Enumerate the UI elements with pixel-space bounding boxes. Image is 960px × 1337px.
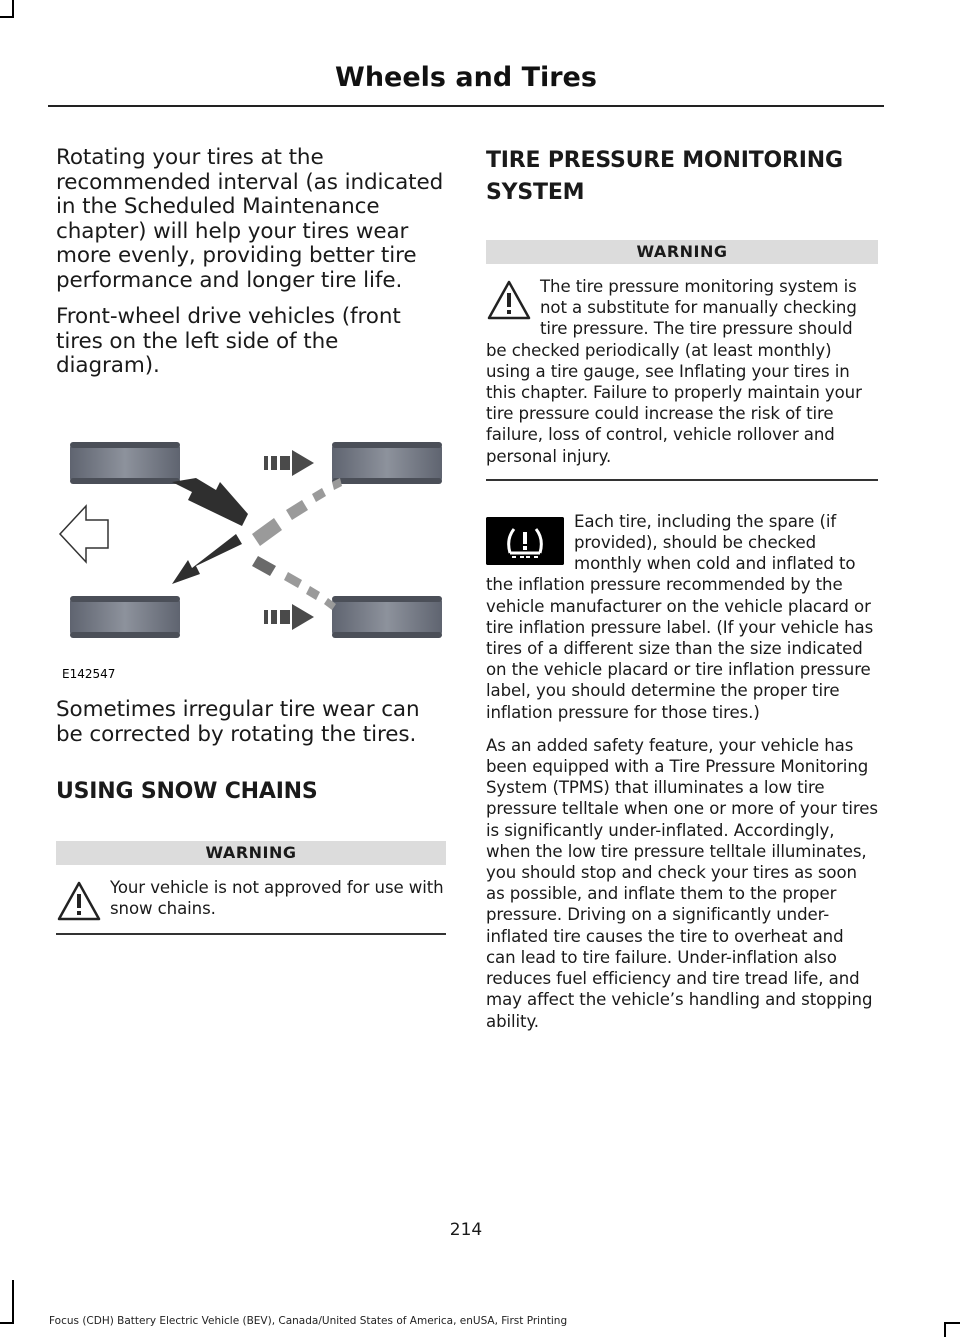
dashed-arrow-bottom xyxy=(264,604,314,630)
tpms-check-paragraph-block xyxy=(486,511,878,723)
diagram-id-label: E142547 xyxy=(62,667,116,681)
left-column xyxy=(56,146,446,391)
right-column xyxy=(486,146,878,1032)
warning-triangle-icon xyxy=(56,879,102,925)
page-title: Wheels and Tires xyxy=(335,62,597,93)
tpms-warning-body xyxy=(486,264,878,467)
tpms-heading-line2: SYSTEM xyxy=(486,180,585,205)
tpms-warning-label: WARNING xyxy=(486,240,878,264)
tpms-safety-paragraph: As an added safety feature, your vehicle has been equipped with a Tire Pressure Monitoring System (TPMS) that illuminates a low tire pressure telltale when one or more of your tires is significantly under-inflated. Accordingly, when the low tire pressure telltale illuminates, you should stop and check your tires as soon as possible, and inflate them to the proper pressure. Driving on a significantly under-inflated tire causes the tire to overheat and can lead to tire failure. Under-inflation also reduces fuel efficiency and tire tread life, and may affect the vehicle’s handling and stopping ability. xyxy=(486,735,878,1031)
tpms-heading-line1: TIRE PRESSURE MONITORING xyxy=(486,148,843,173)
left-column-lower xyxy=(56,698,446,935)
diagonal-arrow-to-front-left xyxy=(172,478,248,526)
warning-bottom-rule xyxy=(56,933,446,935)
crop-mark xyxy=(944,1322,946,1337)
crop-mark xyxy=(12,1280,14,1324)
snow-warning-body xyxy=(56,865,446,925)
rotation-paragraph: Rotating your tires at the recommended interval (as indicated in the Scheduled Maintenance chapter) will help your tires wear more evenly, providing better tire performance and longer tire life. xyxy=(56,145,444,293)
footer-text: Focus (CDH) Battery Electric Vehicle (BEV), Canada/United States of America, enUSA, First Printing xyxy=(49,1315,568,1327)
header-divider xyxy=(48,105,884,107)
tire-rotation-diagram xyxy=(56,408,446,688)
tpms-warning-text: The tire pressure monitoring system is not a substitute for manually checking tire pressure. The tire pressure should be checked periodically (at least monthly) using a tire gauge, see Inflating your tires in this chapter. Failure to properly maintain your tire pressure could increase the risk of tire failure, loss of control, vehicle rollover and personal injury. xyxy=(486,277,862,466)
front-wheel-paragraph: Front-wheel drive vehicles (front tires on the left side of the diagram). xyxy=(56,304,401,378)
tire-rotation-svg xyxy=(56,408,446,688)
crop-mark xyxy=(12,0,14,16)
crop-mark xyxy=(0,16,14,18)
warning-triangle-icon xyxy=(486,278,532,324)
tire-front-left xyxy=(70,442,180,484)
tire-front-right xyxy=(332,442,442,484)
snow-warning-text: Your vehicle is not approved for use with snow chains. xyxy=(110,878,444,919)
forward-direction-arrow-icon xyxy=(60,506,108,562)
tire-rear-left xyxy=(70,596,180,638)
snow-chains-heading: USING SNOW CHAINS xyxy=(56,779,318,804)
tire-pressure-telltale-icon xyxy=(486,517,564,565)
tpms-warning-rule xyxy=(486,479,878,481)
crop-mark xyxy=(944,1322,960,1324)
snow-warning-label: WARNING xyxy=(56,841,446,865)
page-number: 214 xyxy=(449,1220,483,1240)
diagonal-arrow-to-rear-left xyxy=(172,534,242,584)
dashed-arrow-top xyxy=(264,450,314,476)
tire-rear-right xyxy=(332,596,442,638)
irregular-wear-paragraph: Sometimes irregular tire wear can be corrected by rotating the tires. xyxy=(56,697,420,747)
dashed-diagonal-arrows xyxy=(252,478,342,610)
crop-mark xyxy=(0,1322,14,1324)
tpms-check-paragraph: Each tire, including the spare (if provided), should be checked monthly when cold and inflated to the inflation pressure recommended by the vehicle manufacturer on the vehicle placard or tire inflation pressure label. (If your vehicle has tires of a different size than the size indicated on the vehicle placard or tire inflation pressure label, you should determine the proper tire inflation pressure for those tires.) xyxy=(486,511,874,722)
